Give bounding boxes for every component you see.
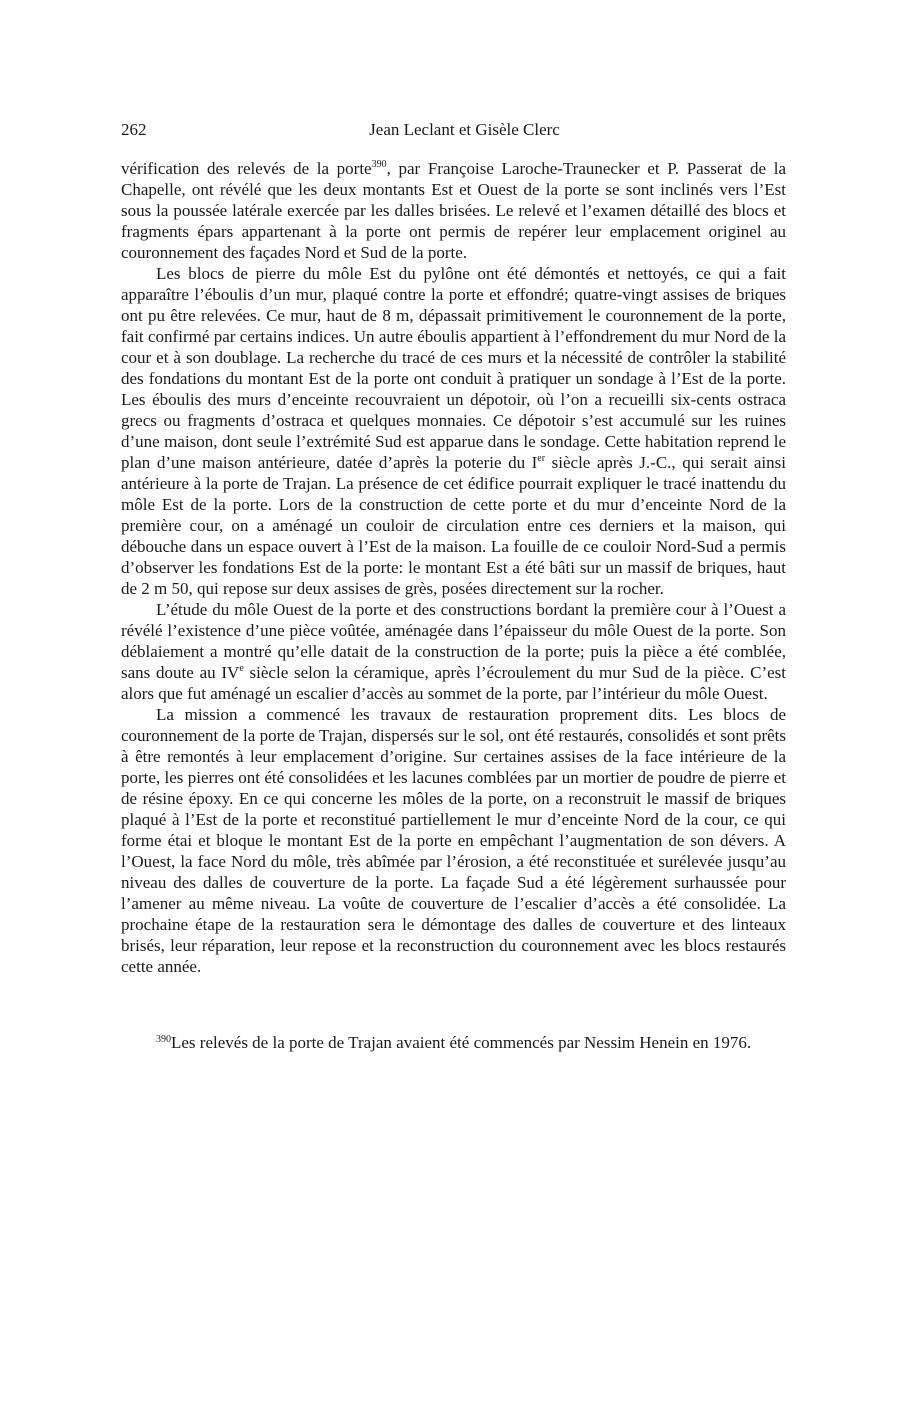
paragraph-2-text-b: siècle après J.-C., qui serait ainsi antérieure à la porte de Trajan. La présence de cet édifice pourrait expliquer le tracé inattendu du môle Est de la porte. Lors de la construction de cette porte et du mur d’enceinte Nord de la première cour, on a aménagé un couloir de circulation entre ces derniers et la maison, qui débouche dans un espace ouvert à l’Est de la maison. La fouille de ce couloir Nord-Sud a permis d’observer les fondations Est de la porte: le montant Est a été bâti sur un massif de briques, haut de 2 m 50, qui repose sur deux assises de grès, posées directement sur la rocher. — [121, 453, 786, 598]
page-number: 262 — [121, 120, 147, 139]
running-title: Jean Leclant et Gisèle Clerc — [369, 120, 560, 139]
paragraph-1 — [121, 158, 786, 263]
paragraph-3-text-b: siècle selon la céramique, après l’écroulement du mur Sud de la pièce. C’est alors que fut aménagé un escalier d’accès au sommet de la porte, par l’intérieur du môle Ouest. — [121, 663, 786, 703]
running-head — [121, 118, 786, 142]
paragraph-1-text-b: , par Françoise Laroche-Traunecker et P. Passerat de la Chapelle, ont révélé que les deux montants Est et Ouest de la porte se sont inclinés vers l’Est sous la poussée latérale exercée par les dalles brisées. Le relevé et l’examen détaillé des blocs et fragments épars appartenant à la porte ont permis de repérer leur emplacement originel au couronnement des façades Nord et Sud de la porte. — [121, 159, 786, 262]
document-page — [121, 118, 786, 1053]
footnote-390 — [121, 1032, 786, 1053]
footnote-number: 390 — [156, 1034, 171, 1045]
body-text — [121, 158, 786, 977]
paragraph-1-text-a: vérification des relevés de la porte — [121, 159, 372, 178]
footnote-reference: 390 — [371, 159, 387, 170]
paragraph-2 — [121, 263, 786, 599]
paragraph-3-text-a: L’étude du môle Ouest de la porte et des constructions bordant la première cour à l’Ouest a révélé l’existence d’une pièce voûtée, aménagée dans l’épaisseur du môle Ouest de la porte. Son déblaiement a montré qu’elle datait de la construction de la porte; puis la pièce a été comblée, sans doute au IV — [121, 600, 786, 682]
footnote-text: Les relevés de la porte de Trajan avaient été commencés par Nessim Henein en 1976. — [171, 1033, 752, 1052]
paragraph-3 — [121, 599, 786, 704]
paragraph-2-text-a: Les blocs de pierre du môle Est du pylône ont été démontés et nettoyés, ce qui a fait apparaître l’éboulis d’un mur, plaqué contre la porte et effondré; quatre-vingt assises de briques ont pu être relevées. Ce mur, haut de 8 m, dépassait primitivement le couronnement de la porte, fait confirmé par certains indices. Un autre éboulis appartient à l’effondrement du mur Nord de la cour et à son doublage. La recherche du tracé de ces murs et la nécessité de contrôler la stabilité des fondations du montant Est de la porte ont conduit à pratiquer un sondage à l’Est de la porte. Les éboulis des murs d’enceinte recouvraient un dépotoir, où l’on a recueilli six-cents ostraca grecs ou fragments d’ostraca et quelques monnaies. Ce dépotoir s’est accumulé sur les ruines d’une maison, dont seule l’extrémité Sud est apparue dans le sondage. Cette habitation reprend le plan d’une maison antérieure, datée d’après la poterie du I — [121, 264, 786, 472]
ordinal-superscript: er — [537, 453, 546, 464]
paragraph-4: La mission a commencé les travaux de restauration proprement dits. Les blocs de couronnement de la porte de Trajan, dispersés sur le sol, ont été restaurés, consolidés et sont prêts à être remontés à leur emplacement d’origine. Sur certaines assises de la face intérieure de la porte, les pierres ont été consolidées et les lacunes comblées par un mortier de poudre de pierre et de résine époxy. En ce qui concerne les môles de la porte, on a reconstruit le massif de briques plaqué à l’Est de la porte et reconstitué partiellement le mur d’enceinte Nord de la cour, ce qui forme étai et bloque le montant Est de la porte en empêchant l’augmentation de son dévers. A l’Ouest, la face Nord du môle, très abîmée par l’érosion, a été reconstituée et surélevée jusqu’au niveau des dalles de couverture de la porte. La façade Sud a été légèrement surhaussée pour l’amener au même niveau. La voûte de couverture de l’escalier d’accès a été consolidée. La prochaine étape de la restauration sera le démontage des dalles de couverture et des linteaux brisés, leur réparation, leur repose et la reconstruction du couronnement avec les blocs restaurés cette année. — [121, 705, 786, 976]
footnotes — [121, 1032, 786, 1053]
ordinal-superscript: e — [239, 663, 244, 674]
